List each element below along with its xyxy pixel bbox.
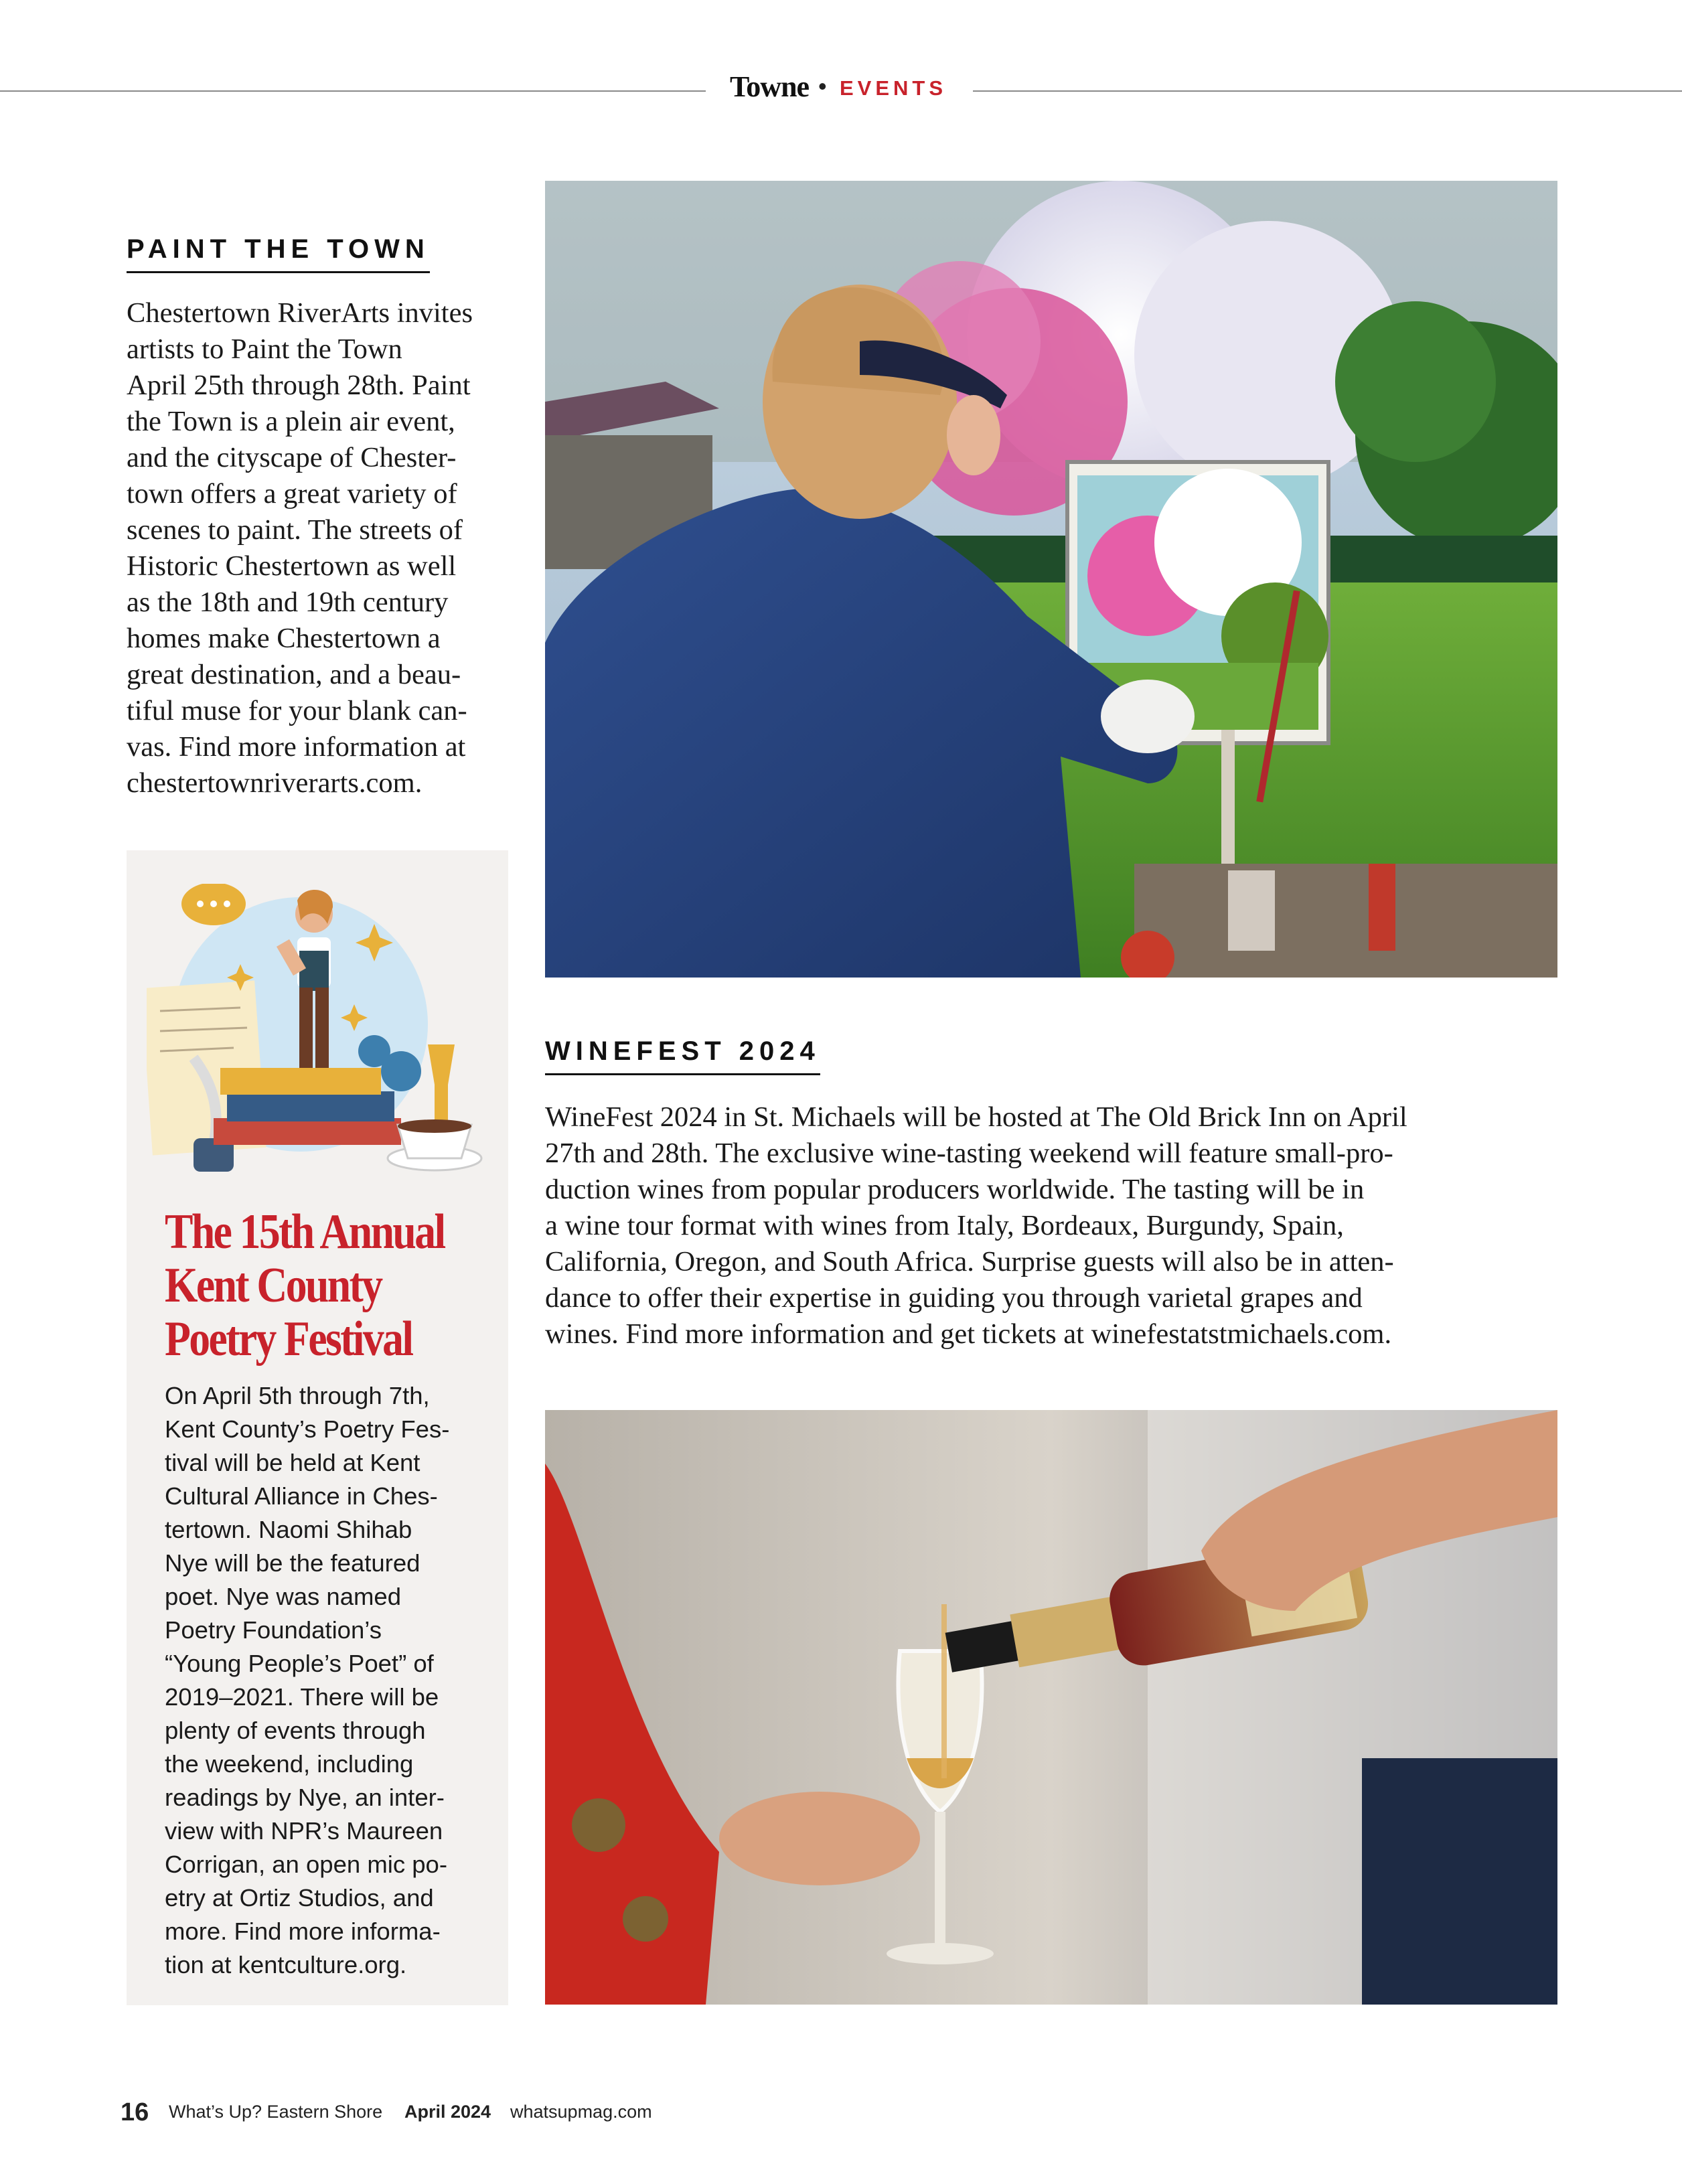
site-url: whatsupmag.com (510, 2102, 652, 2122)
page-number: 16 (121, 2098, 149, 2126)
paint-the-town-heading: PAINT THE TOWN (127, 234, 430, 273)
winefest-heading: WINEFEST 2024 (545, 1036, 820, 1075)
paint-the-town-body: Chestertown RiverArts invites artists to Paint the Town April 25th through 28th. Paint the Town is a plein air event, and the cityscape of Chester- town offers a great variety of scenes to paint. The streets of Historic Chestertown as well as the 18th and 19th century homes make Chestertown a great destination, and a beau- tiful muse for your blank can- vas. Find more information at chestertownriverarts.com. (127, 297, 473, 799)
poetry-festival-title: The 15th Annual Kent County Poetry Festival (165, 1204, 445, 1367)
magazine-name: What’s Up? Eastern Shore (169, 2102, 383, 2122)
header-separator: • (818, 72, 827, 100)
issue-date: April 2024 (404, 2102, 491, 2122)
painter-photo (545, 181, 1557, 978)
header-section-label: EVENTS (840, 76, 947, 100)
poetry-festival-body: On April 5th through 7th, Kent County’s Poetry Fes- tival will be held at Kent Cultural Alliance in Ches- tertown. Naomi Shihab Nye will be the featured poet. Nye was named Poetry Foundation’s “Young People’s Poet” of 2019–2021. There will be plenty of events through the weekend, including readings by Nye, an inter- view with NPR’s Maureen Corrigan, an open mic po- etry at Ortiz Studios, and more. Find more informa- tion at kentculture.org. (165, 1382, 450, 1978)
poetry-illustration (147, 884, 488, 1185)
winefest-body: WineFest 2024 in St. Michaels will be hosted at The Old Brick Inn on April 27th and 28th. The exclusive wine-tasting weekend will feature small-pro- duction wines from popular producers worldwide. The tasting will be in a wine tour format with wines from Italy, Bordeaux, Burgundy, Spain, California, Oregon, and South Africa. Surprise guests will also be in atten- dance to offer their expertise in guiding you through varietal grapes and wines. Find more information and get tickets at winefestatstmichaels.com. (545, 1101, 1407, 1350)
header-brand: Towne (730, 70, 810, 103)
poetry-festival-sidebar (127, 850, 508, 2005)
wine-pour-photo (545, 1410, 1557, 2005)
header-rule-right (973, 90, 1682, 92)
header-rule-left (0, 90, 706, 92)
